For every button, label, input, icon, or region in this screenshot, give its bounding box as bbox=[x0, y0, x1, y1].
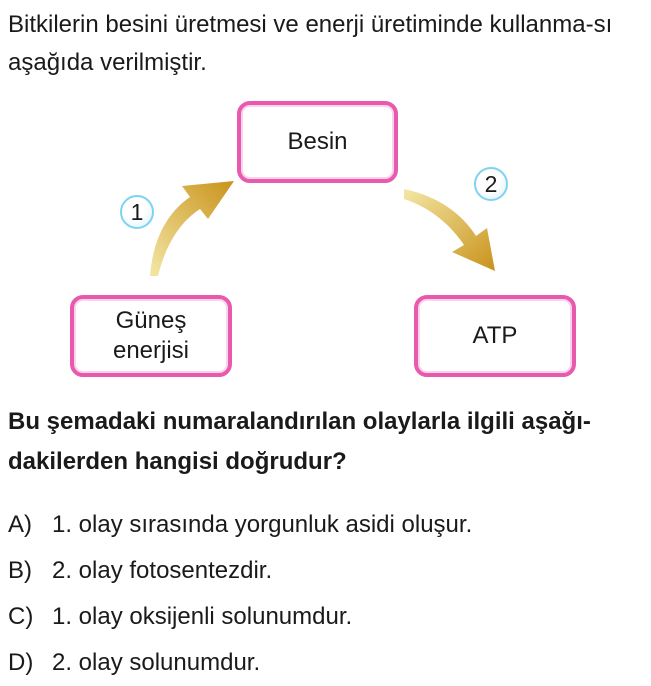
option-a[interactable] bbox=[8, 502, 648, 548]
node-gunes-enerjisi bbox=[70, 295, 232, 377]
node-atp-label: ATP bbox=[472, 322, 518, 349]
option-a-letter: A) bbox=[8, 511, 32, 538]
step-badge-2 bbox=[474, 167, 508, 201]
step-badge-2-label: 2 bbox=[484, 170, 498, 197]
node-besin-label: Besin bbox=[287, 128, 348, 155]
node-gunes-label-line1: Güneş bbox=[115, 307, 187, 334]
option-a-text: 1. olay sırasında yorgunluk asidi oluşur. bbox=[52, 511, 473, 538]
option-d[interactable] bbox=[8, 640, 648, 686]
step-badge-1 bbox=[120, 195, 154, 229]
node-gunes-label-line2: enerjisi bbox=[112, 337, 190, 364]
option-c-letter: C) bbox=[8, 603, 34, 630]
arrow-step-1 bbox=[150, 181, 234, 276]
option-b[interactable] bbox=[8, 548, 648, 594]
question-text: Bu şemadaki numaralandırılan olaylarla ilgili aşağı-dakilerden hangisi doğrudur? bbox=[8, 408, 591, 475]
node-atp bbox=[414, 295, 576, 377]
step-badge-1-label: 1 bbox=[130, 198, 144, 225]
option-c-text: 1. olay oksijenli solunumdur. bbox=[52, 603, 353, 630]
node-besin bbox=[237, 101, 398, 183]
option-d-letter: D) bbox=[8, 649, 34, 676]
intro-text: Bitkilerin besini üretmesi ve enerji üretiminde kullanma-sı aşağıda verilmiştir. bbox=[8, 11, 613, 76]
arrow-step-2 bbox=[404, 189, 495, 271]
option-c[interactable] bbox=[8, 594, 648, 640]
option-d-text: 2. olay solunumdur. bbox=[52, 649, 261, 676]
option-b-text: 2. olay fotosentezdir. bbox=[52, 557, 273, 584]
option-b-letter: B) bbox=[8, 557, 32, 584]
answer-options bbox=[8, 502, 648, 686]
